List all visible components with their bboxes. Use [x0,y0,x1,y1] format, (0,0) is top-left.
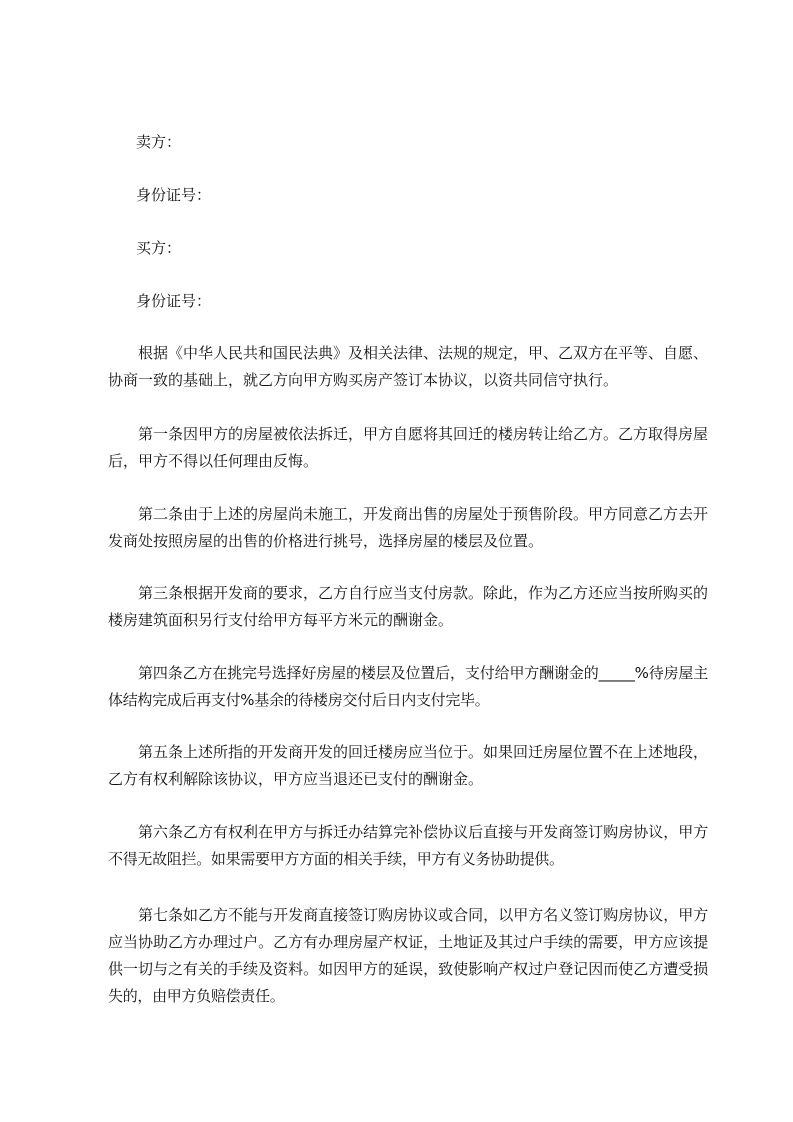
article-1-paragraph: 第一条因甲方的房屋被依法拆迁，甲方自愿将其回迁的楼房转让给乙方。乙方取得房屋后，甲方不得以任何理由反悔。 [108,425,709,470]
article-2-paragraph: 第二条由于上述的房屋尚未施工，开发商出售的房屋处于预售阶段。甲方同意乙方去开发商处按照房屋的出售的价格进行挑号，选择房屋的楼层及位置。 [108,505,709,550]
buyer-id-label: 身份证号： [136,292,212,310]
intro-paragraph: 根据《中华人民共和国民法典》及相关法律、法规的规定，甲、乙双方在平等、自愿、协商一致的基础上，就乙方向甲方购买房产签订本协议，以资共同信守执行。 [108,344,709,389]
article-3-paragraph: 第三条根据开发商的要求，乙方自行应当支付房款。除此，作为乙方还应当按所购买的楼房建筑面积另行支付给甲方每平方米元的酬谢金。 [108,584,709,629]
seller-id-label: 身份证号： [136,186,212,204]
article-4-paragraph: 第四条乙方在挑完号选择好房屋的楼层及位置后，支付给甲方酬谢金的_____%待房屋主体结构完成后再支付%基余的待楼房交付后日内支付完毕。 [108,664,708,709]
article-7-paragraph: 第七条如乙方不能与开发商直接签订购房协议或合同，以甲方名义签订购房协议，甲方应当协助乙方办理过户。乙方有办理房屋产权证，土地证及其过户手续的需要，甲方应该提供一切与之有关的手续及资料。如因甲方的延误，致使影响产权过户登记因而使乙方遭受损失的，由甲方负赔偿责任。 [108,906,708,1005]
buyer-label: 买方： [136,239,182,257]
article-5-paragraph: 第五条上述所指的开发商开发的回迁楼房应当位于。如果回迁房屋位置不在上述地段，乙方有权利解除该协议，甲方应当退还已支付的酬谢金。 [108,743,709,788]
seller-label: 卖方： [136,133,182,151]
article-6-paragraph: 第六条乙方有权利在甲方与拆迁办结算完补偿协议后直接与开发商签订购房协议，甲方不得无故阻拦。如果需要甲方方面的相关手续，甲方有义务协助提供。 [108,823,708,868]
